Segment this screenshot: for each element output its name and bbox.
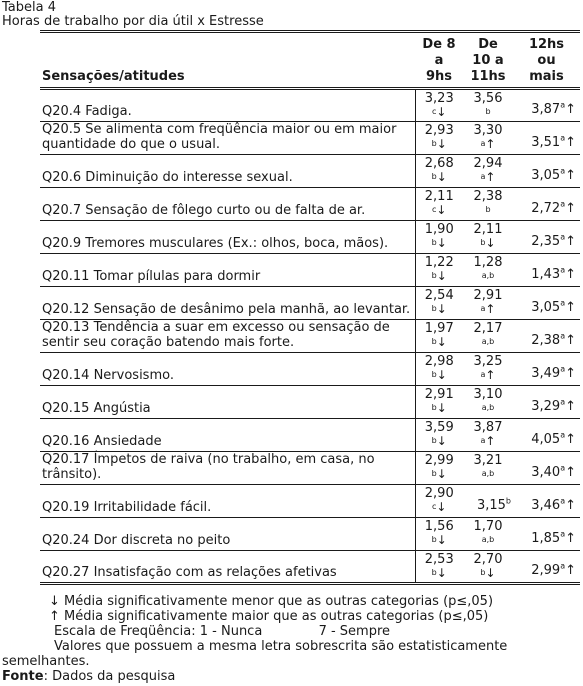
significance-letter: b (480, 568, 486, 577)
cell-value: 1,43 (531, 267, 561, 282)
note-source (2, 669, 582, 684)
note-scale (2, 624, 582, 639)
significance-letter: c (432, 502, 437, 511)
significance-letter: b (431, 337, 437, 346)
arrow-up-icon: ↑ (565, 234, 576, 249)
arrow-down-icon: ↓ (436, 566, 447, 580)
table-row (40, 122, 580, 155)
significance-letter: a,b (481, 337, 495, 346)
significance-letter: a (560, 298, 566, 308)
cell-a (415, 254, 463, 287)
cell-value: 1,97 (424, 321, 454, 336)
cell-value: 2,53 (424, 552, 454, 567)
arrow-down-icon: ↓ (485, 236, 496, 250)
arrow-up-icon: ↑ (485, 302, 496, 316)
header-col-a-line: 9hs (425, 69, 453, 84)
cell-value: 3,25 (473, 354, 503, 369)
cell-a (415, 188, 463, 221)
significance-letter: a (560, 463, 566, 473)
cell-a (415, 89, 463, 122)
cell-b (463, 551, 513, 584)
cell-value: 2,98 (424, 354, 454, 369)
table-row (40, 518, 580, 551)
row-label: Q20.14 Nervosismo. (42, 368, 174, 383)
arrow-down-icon: ↓ (436, 236, 447, 250)
arrow-down-icon: ↓ (436, 467, 447, 481)
cell-value: 2,94 (473, 156, 503, 171)
header-row (40, 32, 580, 89)
cell-value: 2,72 (531, 201, 561, 216)
cell-b (463, 419, 513, 452)
table-row (40, 353, 580, 386)
stress-table (40, 30, 580, 585)
arrow-up-icon: ↑ (565, 498, 576, 513)
table-row (40, 155, 580, 188)
cell-c (513, 287, 580, 320)
cell-c (513, 485, 580, 518)
cell-value: 2,11 (473, 222, 503, 237)
header-col-b (463, 32, 513, 89)
note-down: ↓ Média significativamente menor que as outras categorias (p≤,05) (49, 594, 494, 609)
table-subtitle: Horas de trabalho por dia útil x Estresse (2, 14, 264, 29)
significance-letter: c (432, 107, 437, 116)
cell-value: 3,87 (531, 102, 561, 117)
cell-value: 3,23 (424, 91, 454, 106)
cell-value: 2,99 (424, 453, 454, 468)
arrow-down-icon: ↓ (436, 203, 447, 217)
significance-letter: a (560, 133, 566, 143)
header-col-c-line: mais (529, 69, 564, 84)
row-label: Q20.19 Irritabilidade fácil. (42, 500, 212, 515)
arrow-up-icon: ↑ (565, 168, 576, 183)
arrow-down-icon: ↓ (436, 368, 447, 382)
cell-b (463, 287, 513, 320)
cell-value: 1,85 (531, 531, 561, 546)
scale-label: Escala de Freqüência: 1 - Nunca (54, 624, 263, 639)
significance-letter: b (431, 304, 437, 313)
row-label: Q20.12 Sensação de desânimo pela manhã, ao levantar. (42, 302, 411, 317)
cell-value: 2,17 (473, 321, 503, 336)
significance-letter: b (431, 403, 437, 412)
cell-value: 1,70 (473, 519, 503, 534)
significance-letter: b (431, 535, 437, 544)
table-row (40, 254, 580, 287)
cell-value: 3,05 (531, 168, 561, 183)
cell-b (463, 353, 513, 386)
table-notes (2, 594, 582, 684)
header-col-a-line: De 8 (422, 37, 456, 52)
cell-value: 3,49 (531, 366, 561, 381)
arrow-down-icon: ↓ (436, 401, 447, 415)
header-col-c-line: ou (537, 53, 556, 68)
arrow-down-icon: ↓ (436, 269, 447, 283)
table-row (40, 386, 580, 419)
arrow-down-icon: ↓ (436, 434, 447, 448)
source-label: Fonte (2, 669, 44, 684)
arrow-down-icon: ↓ (436, 302, 447, 316)
cell-b (463, 254, 513, 287)
row-label: Q20.7 Sensação de fôlego curto ou de falta de ar. (42, 203, 366, 218)
significance-letter: a (560, 561, 566, 571)
significance-letter: b (431, 139, 437, 148)
significance-letter: a (560, 331, 566, 341)
table-row (40, 551, 580, 584)
cell-c (513, 518, 580, 551)
cell-a (415, 551, 463, 584)
header-col-b-line: 11hs (470, 69, 506, 84)
significance-letter: a,b (481, 271, 495, 280)
arrow-up-icon: ↑ (565, 300, 576, 315)
cell-value: 3,40 (531, 465, 561, 480)
row-label: Q20.24 Dor discreta no peito (42, 533, 231, 548)
arrow-down-icon: ↓ (436, 500, 447, 514)
cell-b (463, 518, 513, 551)
table-row (40, 287, 580, 320)
significance-letter: a (560, 529, 566, 539)
cell-a (415, 353, 463, 386)
cell-c (513, 452, 580, 485)
header-col-b-line: De (478, 37, 498, 52)
row-label: Q20.6 Diminuição do interesse sexual. (42, 170, 293, 185)
arrow-up-icon: ↑ (565, 135, 576, 150)
cell-b (463, 320, 513, 353)
significance-letter: a (560, 265, 566, 275)
significance-letter: b (431, 238, 437, 247)
arrow-down-icon: ↓ (436, 105, 447, 119)
cell-value: 3,10 (473, 387, 503, 402)
cell-value: 3,59 (424, 420, 454, 435)
cell-c (513, 320, 580, 353)
cell-a (415, 386, 463, 419)
header-label: Sensações/atitudes (42, 69, 185, 84)
cell-value: 3,87 (473, 420, 503, 435)
cell-c (513, 122, 580, 155)
arrow-up-icon: ↑ (565, 563, 576, 578)
arrow-down-icon: ↓ (485, 566, 496, 580)
significance-letter: b (431, 370, 437, 379)
significance-letter: c (432, 205, 437, 214)
cell-value: 2,90 (424, 486, 454, 501)
cell-c (513, 254, 580, 287)
arrow-up-icon: ↑ (565, 399, 576, 414)
significance-letter: b (431, 568, 437, 577)
cell-value: 3,29 (531, 399, 561, 414)
significance-letter: a (560, 232, 566, 242)
significance-letter: b (485, 107, 491, 116)
source-text: : Dados da pesquisa (43, 669, 176, 684)
cell-b (463, 485, 513, 518)
table-row (40, 320, 580, 353)
significance-letter: b (431, 469, 437, 478)
significance-letter: a (560, 199, 566, 209)
arrow-up-icon: ↑ (565, 465, 576, 480)
significance-letter: a (480, 370, 486, 379)
significance-letter: b (431, 436, 437, 445)
cell-value: 3,15 (476, 498, 506, 513)
arrow-up-icon: ↑ (485, 170, 496, 184)
note-up: ↑ Média significativamente maior que as outras categorias (p≤,05) (49, 609, 489, 624)
significance-letter: a (560, 166, 566, 176)
cell-value: 2,91 (473, 288, 503, 303)
cell-value: 2,38 (531, 333, 561, 348)
cell-a (415, 485, 463, 518)
significance-letter: a (480, 139, 486, 148)
table-row (40, 221, 580, 254)
significance-letter: b (431, 271, 437, 280)
arrow-down-icon: ↓ (436, 533, 447, 547)
row-label: Q20.5 Se alimenta com freqüência maior ou em maior quantidade do que o usual. (42, 122, 397, 152)
significance-letter: a,b (481, 403, 495, 412)
arrow-up-icon: ↑ (565, 201, 576, 216)
table-row (40, 452, 580, 485)
table-body (40, 89, 580, 584)
row-label: Q20.15 Angústia (42, 401, 151, 416)
significance-letter: a (560, 364, 566, 374)
cell-c (513, 353, 580, 386)
cell-c (513, 221, 580, 254)
cell-b (463, 386, 513, 419)
significance-letter: b (480, 238, 486, 247)
cell-value: 1,90 (424, 222, 454, 237)
cell-c (513, 188, 580, 221)
row-label: Q20.27 Insatisfação com as relações afetivas (42, 565, 337, 580)
scale-max: 7 - Sempre (318, 624, 391, 639)
cell-c (513, 419, 580, 452)
significance-letter: b (505, 496, 511, 506)
cell-b (463, 155, 513, 188)
cell-value: 2,38 (473, 189, 503, 204)
significance-letter: a (480, 172, 486, 181)
cell-value: 2,68 (424, 156, 454, 171)
cell-a (415, 122, 463, 155)
cell-a (415, 320, 463, 353)
cell-value: 1,22 (424, 255, 454, 270)
arrow-up-icon: ↑ (565, 432, 576, 447)
arrow-up-icon: ↑ (485, 137, 496, 151)
header-col-b-line: 10 a (472, 53, 504, 68)
row-label: Q20.4 Fadiga. (42, 104, 132, 119)
cell-value: 2,70 (473, 552, 503, 567)
arrow-down-icon: ↓ (436, 170, 447, 184)
cell-value: 2,35 (531, 234, 561, 249)
table-caption: Tabela 4 (2, 0, 56, 15)
significance-letter: b (485, 205, 491, 214)
significance-letter: a (480, 304, 486, 313)
cell-value: 2,54 (424, 288, 454, 303)
cell-b (463, 452, 513, 485)
cell-b (463, 89, 513, 122)
significance-letter: a,b (481, 535, 495, 544)
cell-value: 1,56 (424, 519, 454, 534)
header-col-a-line: a (434, 53, 444, 68)
cell-c (513, 89, 580, 122)
cell-a (415, 287, 463, 320)
significance-letter: a (560, 100, 566, 110)
cell-value: 3,56 (473, 91, 503, 106)
significance-letter: a (560, 397, 566, 407)
cell-value: 4,05 (531, 432, 561, 447)
cell-a (415, 155, 463, 188)
cell-c (513, 551, 580, 584)
cell-b (463, 122, 513, 155)
cell-a (415, 419, 463, 452)
arrow-up-icon: ↑ (565, 333, 576, 348)
cell-c (513, 386, 580, 419)
arrow-down-icon: ↓ (436, 137, 447, 151)
cell-value: 2,93 (424, 123, 454, 138)
cell-a (415, 518, 463, 551)
cell-a (415, 452, 463, 485)
cell-value: 3,05 (531, 300, 561, 315)
table-row (40, 188, 580, 221)
significance-letter: a (560, 430, 566, 440)
cell-b (463, 221, 513, 254)
cell-value: 2,99 (531, 563, 561, 578)
arrow-up-icon: ↑ (485, 434, 496, 448)
header-col-c (513, 32, 580, 89)
cell-value: 2,11 (424, 189, 454, 204)
arrow-up-icon: ↑ (565, 366, 576, 381)
cell-value: 3,46 (531, 498, 561, 513)
cell-value: 2,91 (424, 387, 454, 402)
cell-a (415, 221, 463, 254)
row-label: Q20.17 Ímpetos de raiva (no trabalho, em casa, no trânsito). (42, 452, 375, 482)
arrow-up-icon: ↑ (485, 368, 496, 382)
arrow-up-icon: ↑ (565, 531, 576, 546)
arrow-up-icon: ↑ (565, 102, 576, 117)
row-label: Q20.13 Tendência a suar em excesso ou sensação de sentir seu coração batendo mais forte. (42, 320, 390, 350)
header-col-c-line: 12hs (528, 37, 565, 52)
note-letters-cont: semelhantes. (2, 654, 90, 669)
significance-letter: a (560, 496, 566, 506)
cell-value: 3,30 (473, 123, 503, 138)
row-label: Q20.11 Tomar pílulas para dormir (42, 269, 261, 284)
table-row (40, 485, 580, 518)
table-row (40, 419, 580, 452)
arrow-up-icon: ↑ (565, 267, 576, 282)
significance-letter: b (431, 172, 437, 181)
table-row (40, 89, 580, 122)
significance-letter: a,b (481, 469, 495, 478)
cell-c (513, 155, 580, 188)
cell-value: 1,28 (473, 255, 503, 270)
cell-value: 3,51 (531, 135, 561, 150)
cell-b (463, 188, 513, 221)
note-letters: Valores que possuem a mesma letra sobrescrita são estatisticamente (54, 639, 508, 654)
header-col-a (415, 32, 463, 89)
row-label: Q20.16 Ansiedade (42, 434, 162, 449)
significance-letter: a (480, 436, 486, 445)
arrow-down-icon: ↓ (436, 335, 447, 349)
cell-value: 3,21 (473, 453, 503, 468)
row-label: Q20.9 Tremores musculares (Ex.: olhos, boca, mãos). (42, 236, 389, 251)
